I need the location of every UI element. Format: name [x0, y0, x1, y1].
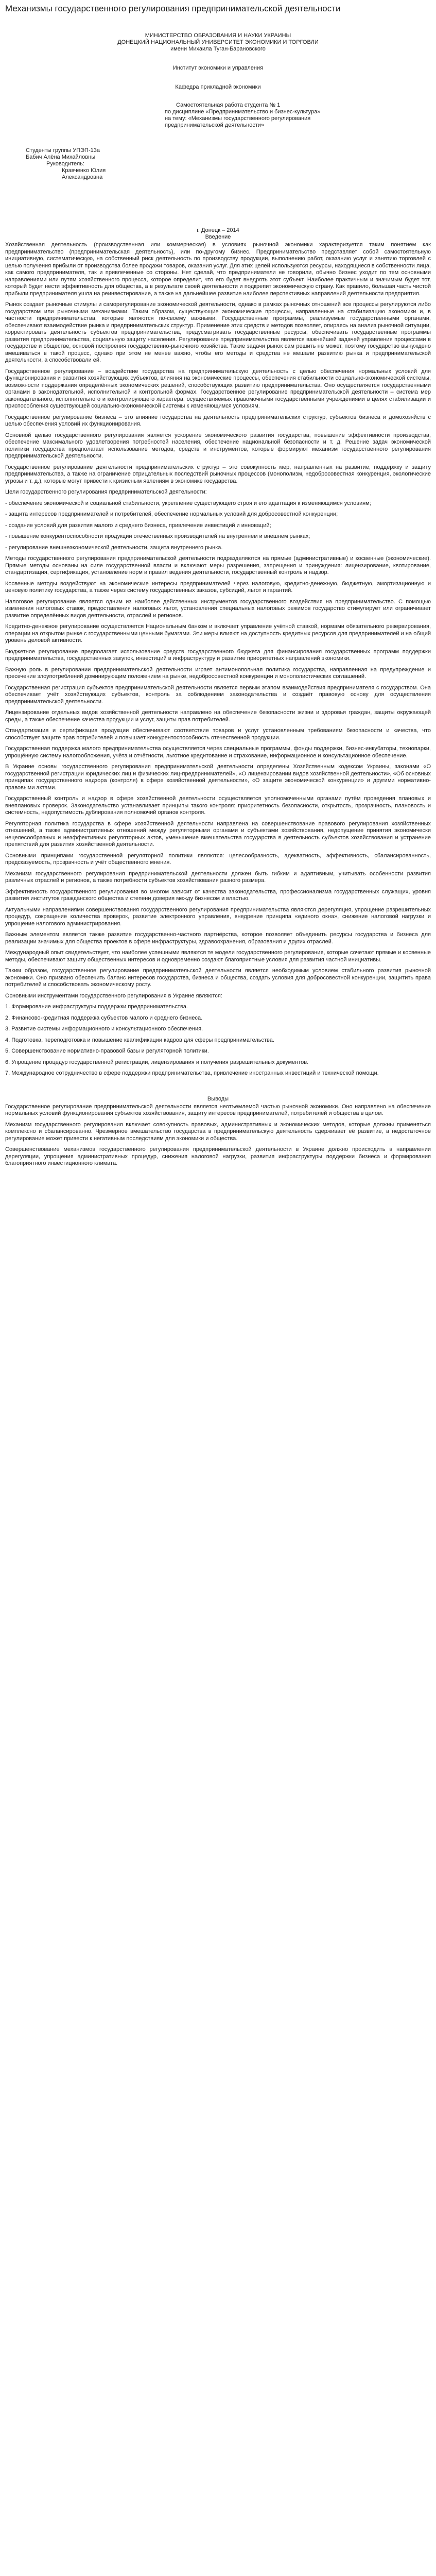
- city-year: г. Донецк – 2014: [197, 227, 239, 233]
- body-paragraph: Лицензирование отдельных видов хозяйственной деятельности направлено на обеспечение безопасности жизни и здоровья граждан, защиты окружающей среды, а также обеспечение качества продукции и услуг, защиты прав потребителей.: [5, 709, 431, 723]
- body-paragraph: 6. Упрощение процедур государственной регистрации, лицензирования и получения разрешительных документов.: [5, 1059, 309, 1065]
- body-paragraph: 2. Финансово-кредитная поддержка субъектов малого и среднего бизнеса.: [5, 1014, 203, 1021]
- body-paragraph: Государственный контроль и надзор в сфере хозяйственной деятельности осуществляется уполномоченными органами путём проведения плановых и внеплановых проверок. Законодательство устанавливает принципы такого контроля: приоритетность безопасности, открытость, прозрачность, плановость и системность, недопустимость дублирования полномочий органов контроля.: [5, 795, 431, 816]
- conclusion-text: [5, 1104, 431, 1167]
- body-paragraph: Государственное регулирование – воздействие государства на предпринимательскую деятельность с целью обеспечения нормальных условий для функционирования и развития хозяйствующих субъектов, влияния на экономические процессы, обеспечения стабильности социально-экономической системы, возможности поддержания определённых экономических решений, способствующих развитию предпринимательства. Оно осуществляется государственными органами в законодательной, исполнительной и контрольной формах. Государственное регулирование предпринимательской деятельности – система мер законодательного, исполнительного и контролирующего характера, осуществляемых правомочными государственными учреждениями в целях стабилизации и приспособления существующей социально-экономической системы к изменяющимся условиям.: [5, 368, 431, 409]
- body-paragraph: Основной целью государственного регулирования является ускорение экономического развития государства, повышение эффективности производства, обеспечение максимального удовлетворения потребностей населения, обеспечение национальной безопасности и т. д. Решение задач экономической политики государства предполагает использование методов, средств и инструментов, которые формируют механизм государственного регулирования предпринимательской деятельности.: [5, 432, 431, 459]
- body-paragraph: Стандартизация и сертификация продукции обеспечивают соответствие товаров и услуг установленным требованиям безопасности и качества, что способствует защите прав потребителей и повышает конкурентоспособность отечественной продукции.: [5, 727, 431, 741]
- body-paragraph: Основными инструментами государственного регулирования в Украине являются:: [5, 992, 222, 999]
- body-paragraph: - создание условий для развития малого и среднего бизнеса, привлечение инвестиций и инноваций;: [5, 522, 271, 529]
- body-paragraph: Косвенные методы воздействуют на экономические интересы предпринимателей через налоговую, кредитно-денежную, бюджетную, амортизационную и ценовую политику государства, а также через систему государственных заказов, субсидий, льгот и гарантий.: [5, 580, 431, 594]
- supervisor-name-1: Кравченко Юлия: [62, 167, 106, 174]
- body-paragraph: Рынок создает рыночные стимулы и саморегулирование экономической деятельности, однако в рамках рыночных отношений все процессы регулируются либо государством или рыночными механизмами. Таким образом, существующие экономические процессы, направленные на стабилизацию экономики и, в частности предпринимательства, которые являются по-своему важными. Государственные программы, реализуемые государственными органами, обеспечивают взаимодействие рынка и предпринимательских структур. Применение этих средств и методов позволяет, опираясь на анализ рыночной ситуации, корректировать деятельность субъектов предпринимательства, предусматривать государственные ресурсы, обеспечивать государственные программы развития предпринимательства, социальную защиту населения. Регулирование предпринимательства является важнейшей задачей управления процессами в государстве и обществе, основой построения государственно-рыночного хозяйства. Такие задачи рынок сам решить не может, поэтому государство вынуждено вмешиваться в такой процесс, однако при этом не менее важно, чтобы его методы и средства не мешали развитию рынка и предпринимательской деятельности, а способствовали ей.: [5, 301, 431, 363]
- body-paragraph: - защита интересов предпринимателей и потребителей, обеспечение нормальных условий для добросовестной конкуренции;: [5, 511, 338, 517]
- body-paragraph: Важным элементом является также развитие государственно-частного партнёрства, которое позволяет объединить ресурсы государства и бизнеса для реализации значимых для общества проектов в сфере инфраструктуры, здравоохранения, образования и других отраслей.: [5, 931, 431, 945]
- body-paragraph: Актуальными направлениями совершенствования государственного регулирования предпринимательства являются дерегуляция, упрощение разрешительных процедур, сокращение количества проверок, развитие электронного управления, внедрение принципа «единого окна», снижение налоговой нагрузки и упрощение налогового администрирования.: [5, 906, 431, 927]
- body-paragraph: Государственное регулирование деятельности предпринимательских структур – это совокупность мер, направленных на развитие, поддержку и защиту предпринимательства, а также на ограничение отрицательных последствий рыночных процессов (монополизм, недобросовестная конкуренция, экологические угрозы и т. д.), которые могут привести к кризисным явлениям в экономике государства.: [5, 464, 431, 484]
- body-paragraph: 4. Подготовка, переподготовка и повышение квалификации кадров для сферы предпринимательства.: [5, 1037, 274, 1043]
- work-type-line1: Самостоятельная работа студента № 1: [176, 102, 281, 108]
- student-group: Студенты группы УПЭП-13а: [26, 147, 100, 154]
- body-paragraph: Международный опыт свидетельствует, что наиболее успешными являются те модели государственного регулирования, которые сочетают прямые и косвенные методы, обеспечивают защиту общественных интересов и одновременно создают благоприятные условия для развития частной инициативы.: [5, 950, 431, 963]
- introduction-title: Введение: [205, 234, 231, 240]
- body-paragraph: Методы государственного регулирования предпринимательской деятельности подразделяются на прямые (административные) и косвенные (экономические). Прямые методы основаны на силе государственной власти и включают меры разрешения, запрещения и принуждения: лицензирование, квотирование, стандартизация, сертификация, установление норм и правил ведения деятельности, государственный контроль и надзор.: [5, 555, 431, 575]
- body-paragraph: Таким образом, государственное регулирование предпринимательской деятельности является необходимым условием стабильного развития рыночной экономики. Оно призвано обеспечить баланс интересов государства, бизнеса и общества, создать условия для добросовестной конкуренции, защитить права потребителей и способствовать экономическому росту.: [5, 968, 431, 988]
- body-paragraph: Бюджетное регулирование предполагает использование средств государственного бюджета для финансирования государственных программ поддержки предпринимательства, государственных закупок, инвестиций в инфраструктуру и развитие приоритетных направлений экономики.: [5, 648, 431, 662]
- body-paragraph: - повышение конкурентоспособности продукции отечественных производителей на внутреннем и внешнем рынках;: [5, 533, 310, 539]
- body-paragraph: Налоговое регулирование является одним из наиболее действенных инструментов государственного воздействия на предпринимательство. С помощью изменения налоговых ставок, предоставления налоговых льгот, установления специальных налоговых режимов государство стимулирует или ограничивает развитие определённых видов деятельности, отраслей и регионов.: [5, 598, 431, 619]
- institute-line: Институт экономики и управления: [172, 65, 264, 71]
- ministry-line: МИНИСТЕРСТВО ОБРАЗОВАНИЯ И НАУКИ УКРАИНЫ: [145, 32, 291, 39]
- body-paragraph: Государственное регулирование бизнеса – это влияние государства на деятельность предпринимательских структур, субъектов бизнеса и домохозяйств с целью обеспечения условий их функционирования.: [5, 414, 431, 427]
- university-name-line: имени Михаила Туган-Барановского: [170, 46, 266, 52]
- body-paragraph: 3. Развитие системы информационного и консультационного обеспечения.: [5, 1026, 203, 1032]
- work-type-block: [165, 102, 329, 129]
- body-paragraph: 1. Формирование инфраструктуры поддержки предпринимательства.: [5, 1004, 188, 1010]
- document-title: Механизмы государственного регулирования предпринимательской деятельности: [5, 4, 341, 13]
- body-paragraph: Государственная регистрация субъектов предпринимательской деятельности является первым этапом взаимодействия предпринимателя с государством. Она обеспечивает учёт хозяйствующих субъектов, контроль за соблюдением законодательства и создаёт правовую основу для осуществления предпринимательской деятельности.: [5, 684, 431, 705]
- body-paragraph: Важную роль в регулировании предпринимательской деятельности играет антимонопольная политика государства, направленная на предупреждение и пресечение злоупотреблений доминирующим положением на рынке, недобросовестной конкуренции и монополистических соглашений.: [5, 666, 431, 680]
- work-type-line2: по дисциплине «Предпринимательство и бизнес-культура»: [165, 109, 321, 115]
- conclusion-title: Выводы: [207, 1095, 229, 1102]
- body-paragraph: Государственная поддержка малого предпринимательства осуществляется через специальные программы, фонды поддержки, бизнес-инкубаторы, технопарки, упрощённую систему налогообложения, учёта и отчётности, льготное кредитование и страхование, информационное и консультационное обеспечение.: [5, 745, 431, 759]
- conclusion-paragraph: Совершенствование механизмов государственного регулирования предпринимательской деятельности в Украине должно происходить в направлении дерегуляции, упрощения административных процедур, снижения налоговой нагрузки, развития инфраструктуры поддержки бизнеса и формирования благоприятного инвестиционного климата.: [5, 1146, 431, 1166]
- body-text: [5, 242, 431, 1077]
- conclusion-paragraph: Механизм государственного регулирования включает совокупность правовых, административных и экономических методов, которые должны применяться комплексно и сбалансированно. Чрезмерное вмешательство государства в предпринимательскую деятельность сдерживает её развитие, а недостаточное регулирование может привести к негативным последствиям для экономики и общества.: [5, 1121, 431, 1142]
- department-line: Кафедра прикладной экономики: [175, 84, 261, 90]
- body-paragraph: Кредитно-денежное регулирование осуществляется Национальным банком и включает управление учётной ставкой, нормами обязательного резервирования, операции на открытом рынке с государственными ценными бумагами. Эти меры влияют на доступность кредитных ресурсов для предпринимателей и на общий уровень деловой активности.: [5, 623, 431, 643]
- body-paragraph: Основными принципами государственной регуляторной политики являются: целесообразность, адекватность, эффективность, сбалансированность, предсказуемость, прозрачность и учёт общественного мнения.: [5, 852, 431, 866]
- body-paragraph: Регуляторная политика государства в сфере хозяйственной деятельности направлена на совершенствование правового регулирования хозяйственных отношений, а также административных отношений между регуляторными органами и субъектами хозяйствования, недопущение принятия экономически нецелесообразных и неэффективных регуляторных актов, уменьшение вмешательства государства в деятельность субъектов хозяйствования и устранение препятствий для развития хозяйственной деятельности.: [5, 820, 431, 848]
- supervisor-name-2: Александровна: [62, 174, 103, 180]
- body-paragraph: Эффективность государственного регулирования во многом зависит от качества законодательства, профессионализма государственных служащих, уровня развития институтов гражданского общества и степени доверия между бизнесом и властью.: [5, 888, 431, 902]
- body-paragraph: Цели государственного регулирования предпринимательской деятельности:: [5, 489, 207, 495]
- body-paragraph: - регулирование внешнеэкономической деятельности, защита внутреннего рынка.: [5, 544, 223, 551]
- body-paragraph: Механизм государственного регулирования предпринимательской деятельности должен быть гибким и адаптивным, учитывать особенности развития различных отраслей и регионов, а также потребности субъектов хозяйствования разного размера.: [5, 870, 431, 884]
- supervisor-label: Руководитель:: [46, 161, 84, 167]
- body-paragraph: 7. Международное сотрудничество в сфере поддержки предпринимательства, привлечение иностранных инвестиций и технической помощи.: [5, 1070, 379, 1076]
- student-name: Бабич Алёна Михайловны: [26, 154, 96, 160]
- body-paragraph: В Украине основы государственного регулирования предпринимательской деятельности определены Хозяйственным кодексом Украины, законами «О государственной регистрации юридических лиц и физических лиц-предпринимателей», «О лицензировании видов хозяйственной деятельности», «Об основных принципах государственного надзора (контроля) в сфере хозяйственной деятельности», «О защите экономической конкуренции» и другими нормативно-правовыми актами.: [5, 764, 431, 791]
- body-paragraph: 5. Совершенствование нормативно-правовой базы и регуляторной политики.: [5, 1048, 209, 1054]
- conclusion-paragraph: Государственное регулирование предпринимательской деятельности является неотъемлемой частью рыночной экономики. Оно направлено на обеспечение нормальных условий функционирования субъектов хозяйствования, защиту интересов предпринимателей, потребителей и общества в целом.: [5, 1103, 431, 1116]
- university-line: ДОНЕЦКИЙ НАЦИОНАЛЬНЫЙ УНИВЕРСИТЕТ ЭКОНОМИКИ И ТОРГОВЛИ: [117, 39, 319, 45]
- body-paragraph: Хозяйственная деятельность (производственная или коммерческая) в условиях рыночной экономики характеризуется таким понятием как предпринимательство (предпринимательская деятельность), или по-другому бизнес. Предпринимательство представляет собой самостоятельную инициативную, систематическую, на собственный риск деятельность по производству продукции, выполнению работ, оказанию услуг и занятию торговлей с целью получения прибыли от производства более продажи товаров, оказания услуг. Для этих целей используются ресурсы, находящиеся в собственности лица, как самого предпринимателя, так и привлеченные со стороны. Нет сделай, что предприниматели не говорили, обычно бизнес уходит по тем основными направлениями или путям хозяйственного процесса, которое определит, что его будет внедрять этот субъект. Наиболее практичным и значимым будет тот, который будет нести эффективность для общества, а в результате своей деятельности и подкрепит экономическую страну. Как правило, большая часть чистой прибыли предпринимателя ушла на реинвестирование, а также на дальнейшее развитие наиболее перспективных направлений деятельности предприятия.: [5, 242, 431, 297]
- work-type-line3: на тему: «Механизмы государственного регулирования предпринимательской деятельности»: [165, 115, 311, 128]
- body-paragraph: - обеспечение экономической и социальной стабильности, укрепление существующего строя и его адаптация к изменяющимся условиям;: [5, 500, 371, 506]
- students-block: [26, 147, 180, 181]
